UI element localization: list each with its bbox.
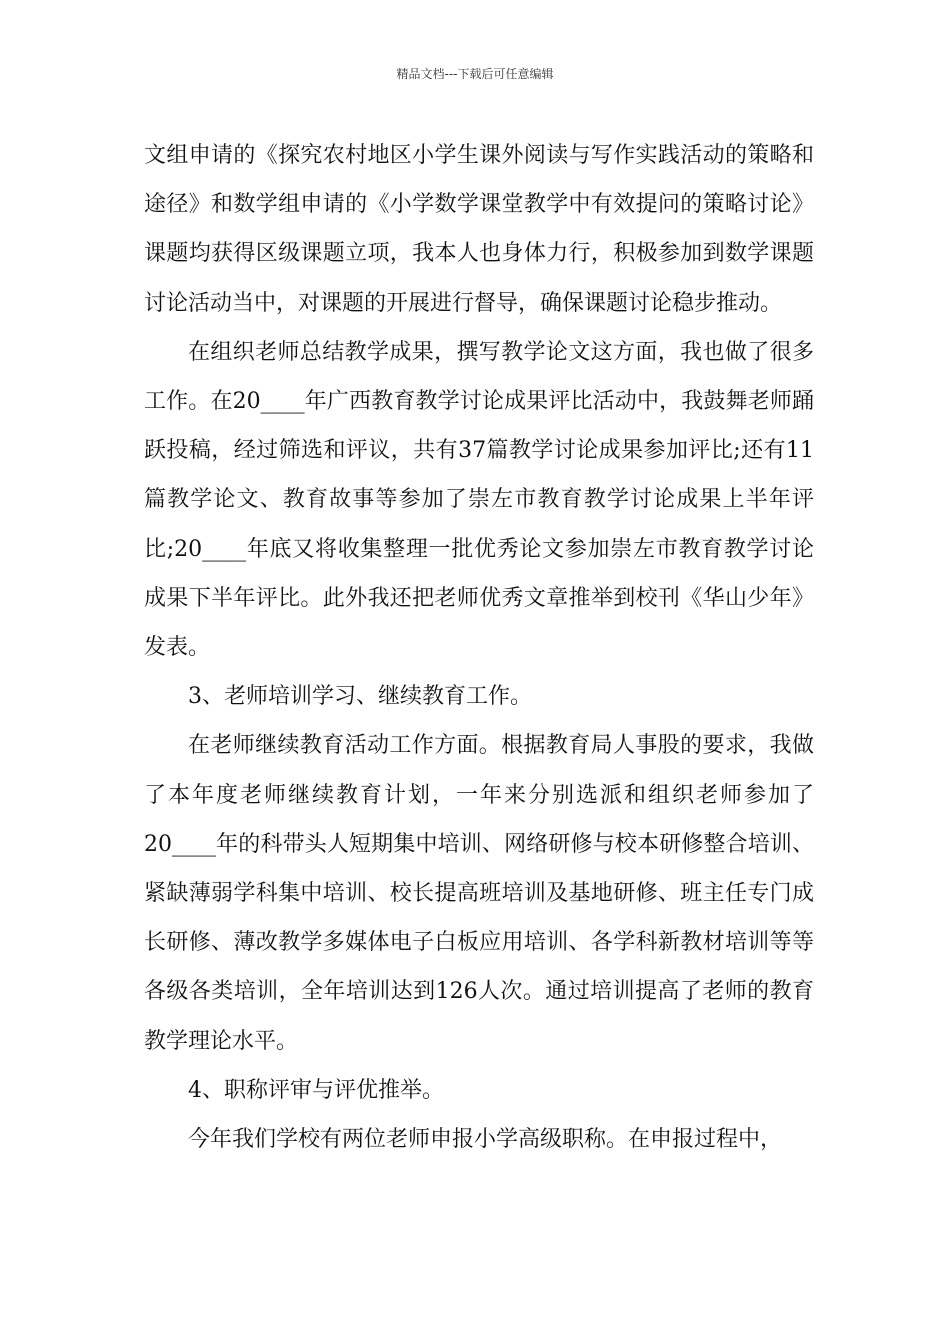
paragraph-continuing-education: 在老师继续教育活动工作方面。根据教育局人事股的要求，我做了本年度老师继续教育计划，一年来分别选派和组织老师参加了20____年的科带头人短期集中培训、网络研修与校本研修整合培训、紧缺薄弱学科集中培训、校长提高班培训及基地研修、班主任专门成长研修、薄改教学多媒体电子白板应用培训、各学科新教材培训等等各级各类培训，全年培训达到126人次。通过培训提高了老师的教育教学理论水平。	[144, 733, 814, 1054]
paragraph-teaching-papers: 在组织老师总结教学成果，撰写教学论文这方面，我也做了很多工作。在20____年广西教育教学讨论成果评比活动中，我鼓舞老师踊跃投稿，经过筛选和评议，共有37篇教学讨论成果参加评比;还有11篇教学论文、教育故事等参加了崇左市教育教学讨论成果上半年评比;20____年底又将收集整理一批优秀论文参加崇左市教育教学讨论成果下半年评比。此外我还把老师优秀文章推举到校刊《华山少年》发表。	[144, 339, 814, 661]
section-heading-title-evaluation: 4、职称评审与评优推举。	[188, 1077, 444, 1103]
document-body	[144, 131, 814, 1164]
paragraph-research-projects: 文组申请的《探究农村地区小学生课外阅读与写作实践活动的策略和途径》和数学组申请的《小学数学课堂教学中有效提问的策略讨论》课题均获得区级课题立项，我本人也身体力行，积极参加到数学课题讨论活动当中，对课题的开展进行督导，确保课题讨论稳步推动。	[144, 143, 814, 316]
section-heading-teacher-training: 3、老师培训学习、继续教育工作。	[188, 684, 532, 710]
paragraph-title-application: 今年我们学校有两位老师申报小学高级职称。在申报过程中，	[188, 1127, 783, 1153]
page-header: 精品文档---下载后可任意编辑	[396, 67, 554, 81]
